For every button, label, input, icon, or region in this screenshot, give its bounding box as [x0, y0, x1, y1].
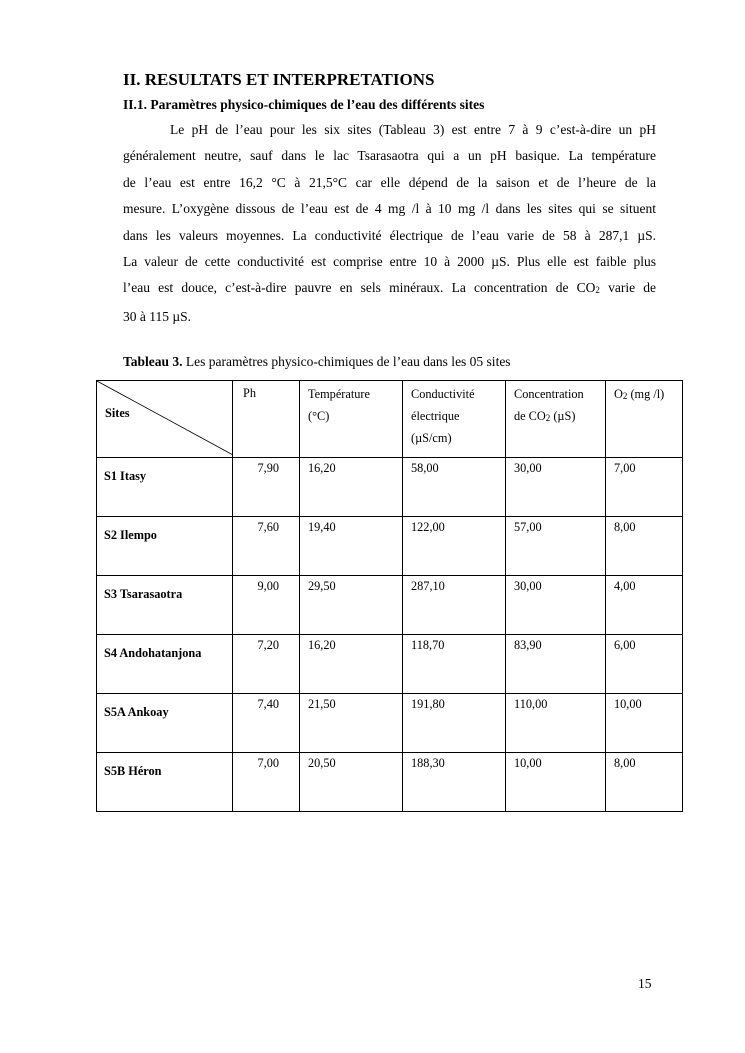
subscript: 2: [622, 391, 628, 401]
o2-cell: 7,00: [606, 458, 683, 517]
paragraph-line: La valeur de cette conductivité est comprise entre 10 à 2000 µS. Plus elle est faible plus: [123, 254, 656, 270]
section-heading: II. RESULTATS ET INTERPRETATIONS: [123, 70, 435, 89]
parameters-table: [96, 380, 683, 812]
ph-header: Ph: [233, 381, 300, 458]
o2-cell: 4,00: [606, 576, 683, 635]
table-row: [97, 753, 683, 812]
temperature-cell: 29,50: [300, 576, 403, 635]
temperature-cell: 19,40: [300, 517, 403, 576]
header-line: électrique: [411, 409, 460, 423]
header-line: (°C): [308, 409, 330, 423]
paragraph-line: mesure. L’oxygène dissous de l’eau est de 4 mg /l à 10 mg /l dans les sites qui se situent: [123, 201, 656, 217]
paragraph-line: de l’eau est entre 16,2 °C à 21,5°C car elle dépend de la saison et de l’heure de la: [123, 174, 656, 190]
o2-cell: 8,00: [606, 517, 683, 576]
table-row: [97, 635, 683, 694]
paragraph-line: généralement neutre, sauf dans le lac Tsarasaotra qui a un pH basique. La température: [123, 148, 656, 164]
conductivity-cell: 191,80: [403, 694, 506, 753]
table-row: [97, 458, 683, 517]
table-caption-text: Les paramètres physico-chimiques de l’eau dans les 05 sites: [182, 354, 511, 369]
site-cell: S5B Héron: [97, 753, 233, 812]
paragraph-line: dans les valeurs moyennes. La conductivité électrique de l’eau varie de 58 à 287,1 µS.: [123, 227, 656, 243]
paragraph-line: 30 à 115 µS.: [123, 308, 192, 324]
table-caption-label: Tableau 3.: [123, 354, 183, 369]
page-number: 15: [638, 976, 652, 991]
temperature-cell: 20,50: [300, 753, 403, 812]
site-cell: S3 Tsarasaotra: [97, 576, 233, 635]
o2-header: [606, 381, 683, 458]
site-cell: S4 Andohatanjona: [97, 635, 233, 694]
body-paragraph: [123, 117, 656, 330]
subsection-heading: II.1. Paramètres physico-chimiques de l’eau des différents sites: [123, 97, 485, 112]
paragraph-text: varie de: [599, 280, 656, 296]
conductivity-cell: 58,00: [403, 458, 506, 517]
conductivity-cell: 122,00: [403, 517, 506, 576]
ph-cell: 7,40: [233, 694, 300, 753]
temperature-cell: 16,20: [300, 458, 403, 517]
table-row: [97, 694, 683, 753]
paragraph-line: [123, 275, 656, 303]
table-row: [97, 517, 683, 576]
ph-cell: 7,60: [233, 517, 300, 576]
site-cell: S2 Ilempo: [97, 517, 233, 576]
subscript: 2: [595, 285, 600, 296]
header-line: Concentration: [514, 387, 584, 401]
temperature-cell: 16,20: [300, 635, 403, 694]
co2-cell: 110,00: [506, 694, 606, 753]
conductivity-cell: 287,10: [403, 576, 506, 635]
header-line: Température: [308, 387, 370, 401]
co2-cell: 57,00: [506, 517, 606, 576]
table-caption: [123, 354, 511, 370]
conductivity-cell: 188,30: [403, 753, 506, 812]
table-header-row: [97, 381, 683, 458]
header-text: (mg /l): [627, 387, 665, 401]
header-line: (µS/cm): [411, 431, 452, 445]
table-row: [97, 576, 683, 635]
paragraph-text: l’eau est douce, c’est-à-dire pauvre en sels minéraux. La concentration de CO: [123, 280, 596, 296]
co2-cell: 83,90: [506, 635, 606, 694]
paragraph-line: Le pH de l’eau pour les six sites (Tableau 3) est entre 7 à 9 c’est-à-dire un pH: [170, 122, 656, 137]
co2-cell: 30,00: [506, 458, 606, 517]
co2-cell: 10,00: [506, 753, 606, 812]
ph-cell: 7,00: [233, 753, 300, 812]
header-line: [514, 405, 605, 429]
o2-cell: 10,00: [606, 694, 683, 753]
sites-header-cell: [97, 381, 233, 458]
ph-cell: 7,20: [233, 635, 300, 694]
header-line: Conductivité: [411, 387, 475, 401]
o2-cell: 8,00: [606, 753, 683, 812]
sites-label: Sites: [105, 406, 130, 420]
header-text: de CO: [514, 409, 546, 423]
co2-cell: 30,00: [506, 576, 606, 635]
subscript: 2: [545, 413, 551, 423]
ph-cell: 9,00: [233, 576, 300, 635]
o2-cell: 6,00: [606, 635, 683, 694]
temperature-header: [300, 381, 403, 458]
conductivity-header: [403, 381, 506, 458]
site-cell: S1 Itasy: [97, 458, 233, 517]
site-cell: S5A Ankoay: [97, 694, 233, 753]
header-text: (µS): [550, 409, 576, 423]
temperature-cell: 21,50: [300, 694, 403, 753]
conductivity-cell: 118,70: [403, 635, 506, 694]
co2-header: [506, 381, 606, 458]
header-text: O: [614, 387, 623, 401]
ph-cell: 7,90: [233, 458, 300, 517]
